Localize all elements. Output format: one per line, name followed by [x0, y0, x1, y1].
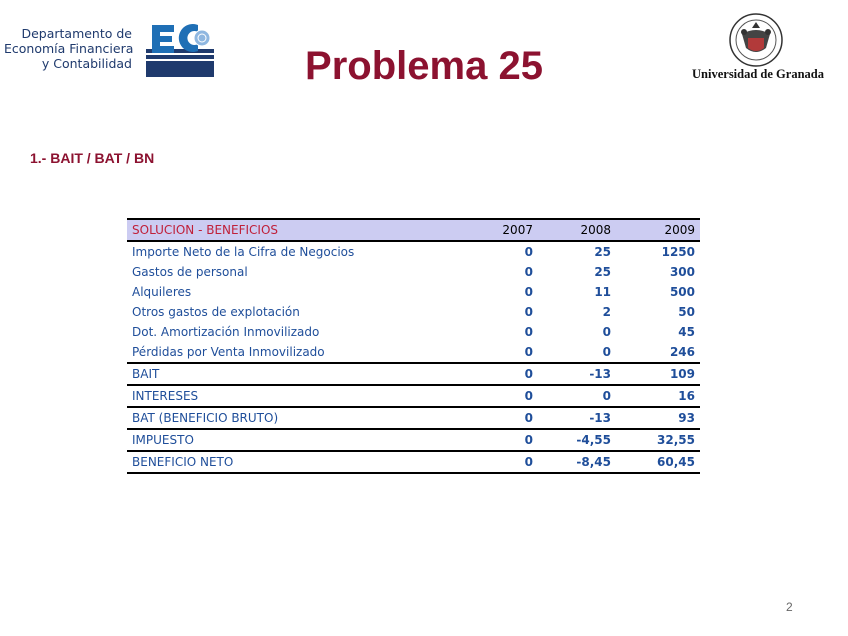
row-value-2008: 0: [602, 325, 612, 339]
department-line-3: y Contabilidad: [41, 56, 132, 71]
row-value-2008: 0: [538, 385, 616, 407]
year-header-2008: 2008: [538, 219, 616, 241]
year-header-2009: 2009: [616, 219, 700, 241]
table-row: [127, 451, 700, 473]
row-label: IMPUESTO: [127, 429, 467, 451]
year-header-2007: 2007: [467, 219, 538, 241]
section-heading: 1.- BAIT / BAT / BN: [30, 150, 155, 166]
row-label: Dot. Amortización Inmovilizado: [132, 325, 320, 339]
row-label: BENEFICIO NETO: [127, 451, 467, 473]
row-value-2008: -13: [538, 363, 616, 385]
row-value-2007: 0: [467, 342, 538, 363]
row-value-2009: 246: [616, 342, 700, 363]
row-value-2007: 0: [467, 407, 538, 429]
table-row: [127, 302, 700, 322]
row-value-2009: 109: [616, 363, 700, 385]
row-value-2008: 11: [594, 285, 612, 299]
table-row: [127, 429, 700, 451]
row-value-2007: 0: [467, 451, 538, 473]
table-row: [127, 282, 700, 302]
row-value-2009: 300: [669, 265, 695, 279]
table-row: [127, 385, 700, 407]
row-value-2007: 0: [524, 245, 533, 259]
department-line-1: Departamento de: [21, 26, 132, 41]
row-label: Alquileres: [132, 285, 192, 299]
row-value-2009: 50: [678, 305, 695, 319]
row-label: BAIT: [127, 363, 467, 385]
row-label: Pérdidas por Venta Inmovilizado: [127, 342, 467, 363]
row-label: BAT (BENEFICIO BRUTO): [127, 407, 467, 429]
page-title: Problema 25: [305, 44, 543, 88]
department-line-2: Economía Financiera: [4, 41, 134, 56]
row-value-2007: 0: [524, 305, 533, 319]
row-value-2009: 32,55: [616, 429, 700, 451]
row-value-2008: -8,45: [538, 451, 616, 473]
table-row: [127, 407, 700, 429]
table-row: [127, 322, 700, 342]
table-row: [127, 342, 700, 363]
row-label: Otros gastos de explotación: [132, 305, 300, 319]
row-value-2008: 0: [538, 342, 616, 363]
row-value-2007: 0: [524, 285, 533, 299]
row-value-2009: 45: [678, 325, 695, 339]
row-value-2007: 0: [524, 265, 533, 279]
table-row: [127, 241, 700, 262]
row-value-2008: 2: [602, 305, 612, 319]
table-header-row: [127, 219, 700, 241]
table-row: [127, 262, 700, 282]
row-value-2008: -13: [538, 407, 616, 429]
page-number: 2: [786, 600, 793, 614]
row-value-2008: 25: [594, 265, 612, 279]
row-label: Gastos de personal: [132, 265, 248, 279]
row-value-2008: -4,55: [538, 429, 616, 451]
row-label: INTERESES: [127, 385, 467, 407]
university-name: Universidad de Granada: [692, 67, 824, 81]
row-value-2007: 0: [524, 325, 533, 339]
row-value-2009: 1250: [661, 245, 695, 259]
row-value-2008: 25: [594, 245, 612, 259]
benefits-table: [127, 218, 700, 474]
row-value-2009: 500: [669, 285, 695, 299]
row-value-2007: 0: [467, 429, 538, 451]
row-value-2009: 93: [616, 407, 700, 429]
row-value-2007: 0: [467, 363, 538, 385]
row-value-2007: 0: [467, 385, 538, 407]
row-value-2009: 16: [616, 385, 700, 407]
university-seal-icon: [726, 12, 786, 68]
row-value-2009: 60,45: [616, 451, 700, 473]
row-label: Importe Neto de la Cifra de Negocios: [132, 245, 355, 259]
table-header-label: SOLUCION - BENEFICIOS: [127, 219, 467, 241]
table-row: [127, 363, 700, 385]
